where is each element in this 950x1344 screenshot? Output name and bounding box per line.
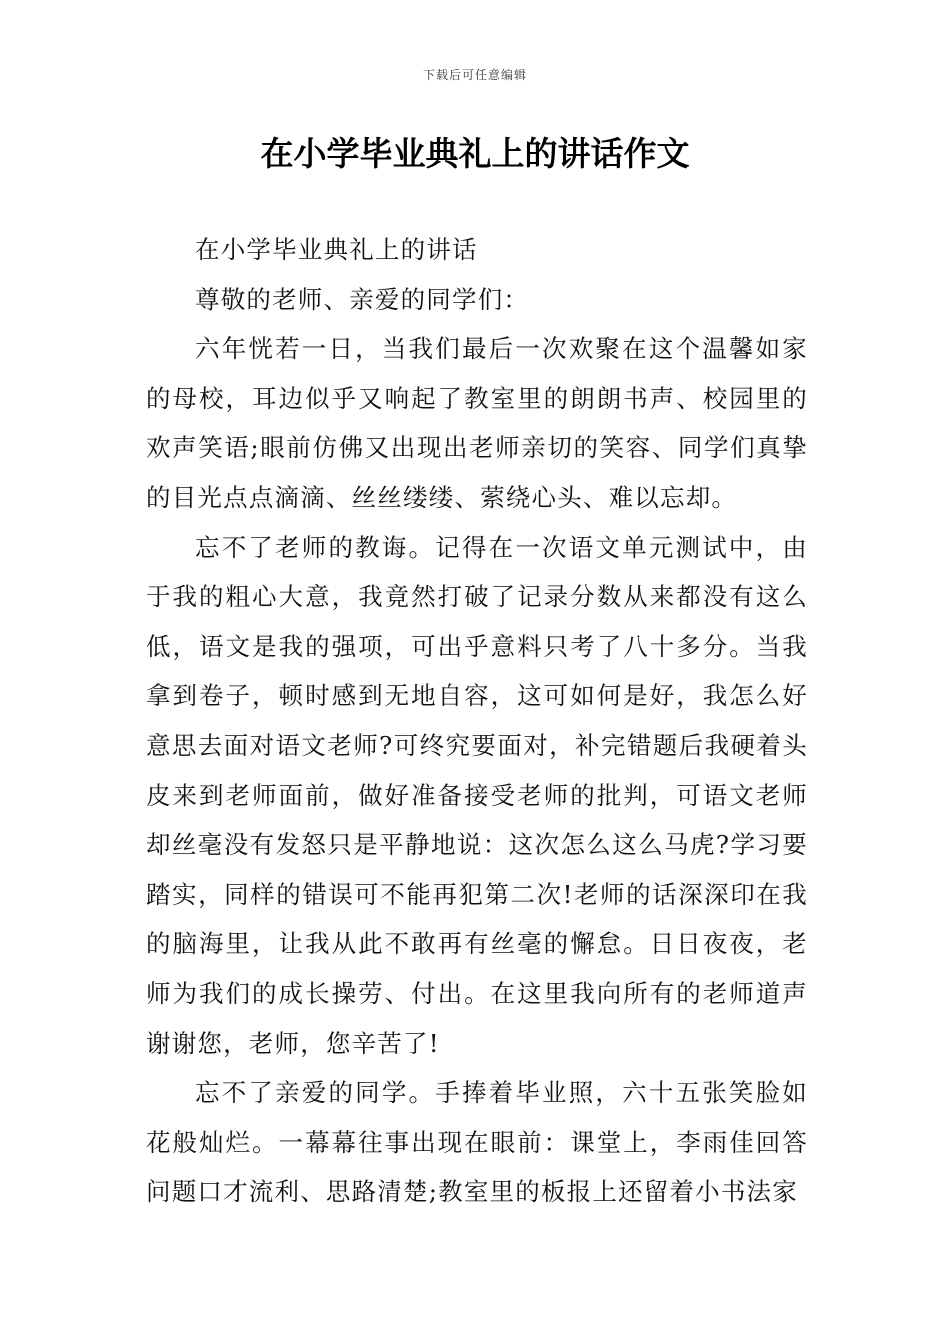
paragraph-salutation: 尊敬的老师、亲爱的同学们： bbox=[195, 284, 530, 314]
document-title: 在小学毕业典礼上的讲话作文 bbox=[260, 134, 690, 173]
paragraph: 忘不了老师的教诲。记得在一次语文单元测试中，由于我的粗心大意，我竟然打破了记录分数从来都没有这么低，语文是我的强项，可出乎意料只考了八十多分。当我拿到卷子，顿时感到无地自容，这可如何是好，我怎么好意思去面对语文老师?可终究要面对，补完错题后我硬着头皮来到老师面前，做好准备接受老师的批判，可语文老师却丝毫没有发怒只是平静地说：这次怎么这么马虎?学习要踏实，同样的错误可不能再犯第二次!老师的话深深印在我的脑海里，让我从此不敢再有丝毫的懈怠。日日夜夜，老师为我们的成长操劳、付出。在这里我向所有的老师道声谢谢您，老师，您辛苦了! bbox=[146, 532, 808, 1058]
paragraph: 忘不了亲爱的同学。手捧着毕业照，六十五张笑脸如花般灿烂。一幕幕往事出现在眼前：课堂上，李雨佳回答问题口才流利、思路清楚;教室里的板报上还留着小书法家 bbox=[146, 1078, 808, 1207]
paragraph: 六年恍若一日，当我们最后一次欢聚在这个温馨如家的母校，耳边似乎又响起了教室里的朗朗书声、校园里的欢声笑语;眼前仿佛又出现出老师亲切的笑容、同学们真挚的目光点点滴滴、丝丝缕缕、萦绕心头、难以忘却。 bbox=[146, 334, 808, 512]
document-body bbox=[146, 225, 808, 1217]
header-note: 下载后可任意编辑 bbox=[422, 68, 527, 82]
paragraph-subtitle: 在小学毕业典礼上的讲话 bbox=[195, 235, 478, 264]
